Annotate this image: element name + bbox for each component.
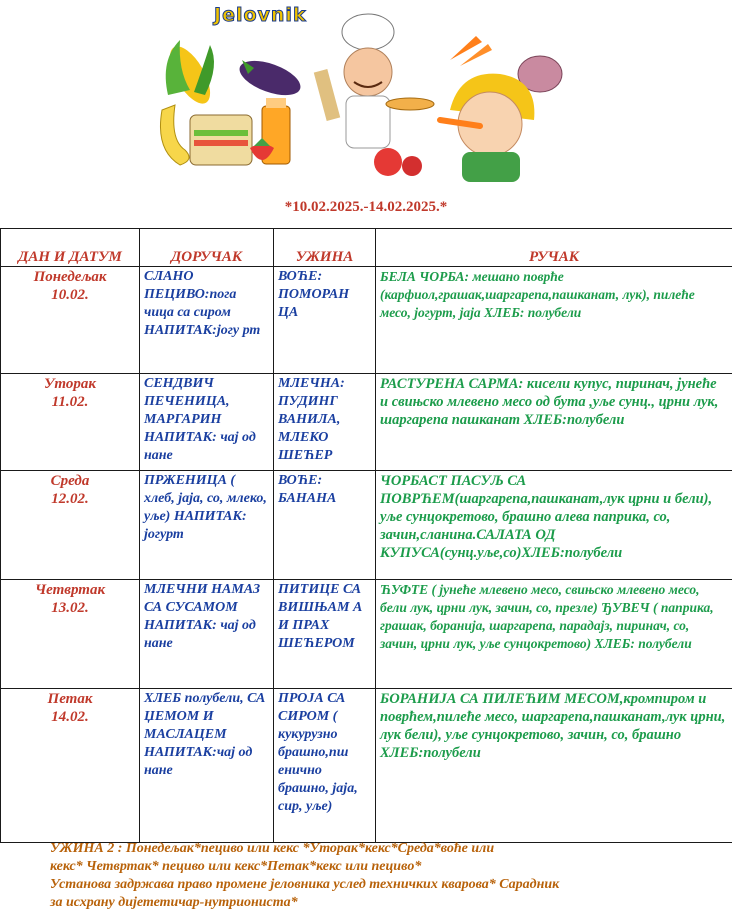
snack-cell: ПРОЈА СА СИРОМ ( кукурузно брашно,пш енично брашно, јаја, сир, уље) — [274, 689, 376, 843]
table-row — [1, 580, 732, 689]
date-range: *10.02.2025.-14.02.2025.* — [284, 199, 448, 215]
lunch-cell: ЋУФТЕ ( јунеће млевено месо, свињско млевено месо, бели лук, црни лук, зачин, со, презле) ЂУВЕЧ ( паприка, грашак, боранија, шаргарепа, парадајз, пиринач, со, зачин, црни лук, уље сунцокретово) ХЛЕБ: полубели — [376, 580, 732, 689]
lunch-cell: ЧОРБАСТ ПАСУЉ СА ПОВРЋЕМ(шаргарепа,пашканат,лук црни и бели), уље сунцокретово, брашно алева паприка, со, зачин,сланина.САЛАТА ОД КУПУСА(сунц.уље,со)ХЛЕБ:полубели — [376, 471, 732, 580]
day-cell — [1, 580, 140, 689]
breakfast-cell: МЛЕЧНИ НАМАЗ СА СУСАМОМ НАПИТАК: чај од нане — [140, 580, 274, 689]
footer-line: кекс* Четвртак* пециво или кекс*Петак*кекс или пецивo* — [50, 859, 422, 874]
day-name: Петак — [47, 691, 93, 707]
table-row — [1, 471, 732, 580]
day-cell — [1, 374, 140, 471]
table-row — [1, 374, 732, 471]
breakfast-cell: СЛАНО ПЕЦИВО:пога чица са сиром НАПИТАК:јогу рт — [140, 267, 274, 374]
day-date: 10.02. — [51, 287, 89, 303]
column-header-breakfast: ДОРУЧАК — [140, 229, 274, 267]
table-row — [1, 267, 732, 374]
day-date: 14.02. — [51, 709, 89, 725]
menu-table — [0, 228, 732, 843]
snack-cell: МЛЕЧНА: ПУДИНГ ВАНИЛА, МЛЕКО ШЕЋЕР — [274, 374, 376, 471]
column-header-day: ДАН И ДАТУМ — [1, 229, 140, 267]
day-name: Среда — [50, 473, 90, 489]
snack-cell: ВОЋЕ: БАНАНА — [274, 471, 376, 580]
column-header-snack: УЖИНА — [274, 229, 376, 267]
boy-icon — [440, 74, 534, 182]
column-header-lunch: РУЧАК — [376, 229, 732, 267]
table-header-row — [1, 229, 732, 267]
page-title: Jelovnik — [214, 4, 307, 26]
corn-icon — [162, 40, 218, 110]
day-date: 13.02. — [51, 600, 89, 616]
banana-icon — [160, 105, 189, 165]
snack-cell: ПИТИЦЕ СА ВИШЊАМ А И ПРАХ ШЕЋЕРОМ — [274, 580, 376, 689]
breakfast-cell: СЕНДВИЧ ПЕЧЕНИЦА, МАРГАРИН НАПИТАК: чај од нане — [140, 374, 274, 471]
breakfast-cell: ХЛЕБ полубели, СА ЏЕМОМ И МАСЛАЦЕМ НАПИТАК:чај од нане — [140, 689, 274, 843]
lunch-cell: БЕЛА ЧОРБА: мешано поврће (карфиол,грашак,шаргарепа,пашканат, лук), пилеће месо, јогурт, јаја ХЛЕБ: полубели — [376, 267, 732, 374]
day-cell — [1, 689, 140, 843]
day-cell — [1, 471, 140, 580]
footer-line: УЖИНА 2 : Понедељак*пециво или кекс *Уторак*кекс*Среда*воће или — [50, 841, 495, 856]
day-cell — [1, 267, 140, 374]
snack-cell: ВОЋЕ: ПОМОРАН ЦА — [274, 267, 376, 374]
eggplant-icon — [235, 54, 305, 102]
chef-icon — [314, 14, 434, 148]
food-illustration — [150, 0, 590, 190]
day-date: 12.02. — [51, 491, 89, 507]
day-name: Уторак — [43, 376, 96, 392]
lunch-cell: БОРАНИЈА СА ПИЛЕЋИМ МЕСОМ,кромпиром и поврћем,пилеће месо, шаргарепа,пашканат,лук црни, лук бели), уље сунцокретово, зачин, со, брашно ХЛЕБ:полубели — [376, 689, 732, 843]
carrot-icon — [450, 36, 492, 66]
breakfast-cell: ПРЖЕНИЦА ( хлеб, јаја, со, млеко, уље) НАПИТАК: јогурт — [140, 471, 274, 580]
footer-notes — [50, 840, 690, 912]
sandwich-icon — [190, 115, 252, 165]
table-row — [1, 689, 732, 843]
tomato-icon — [374, 148, 422, 176]
footer-line: за исхрану дијететичар-нутриониста* — [50, 895, 298, 910]
day-date: 11.02. — [51, 394, 89, 410]
day-name: Понедељак — [33, 269, 107, 285]
footer-line: Установа задржава право промене јеловника услед техничких кварова* Сарадник — [50, 877, 560, 892]
lunch-cell: РАСТУРЕНА САРМА: кисели купус, пиринач, јунеће и свињско млевено месо од бута ,уље сунц., црни лук, шаргарепа пашканат ХЛЕБ:полубели — [376, 374, 732, 471]
day-name: Четвртак — [34, 582, 106, 598]
